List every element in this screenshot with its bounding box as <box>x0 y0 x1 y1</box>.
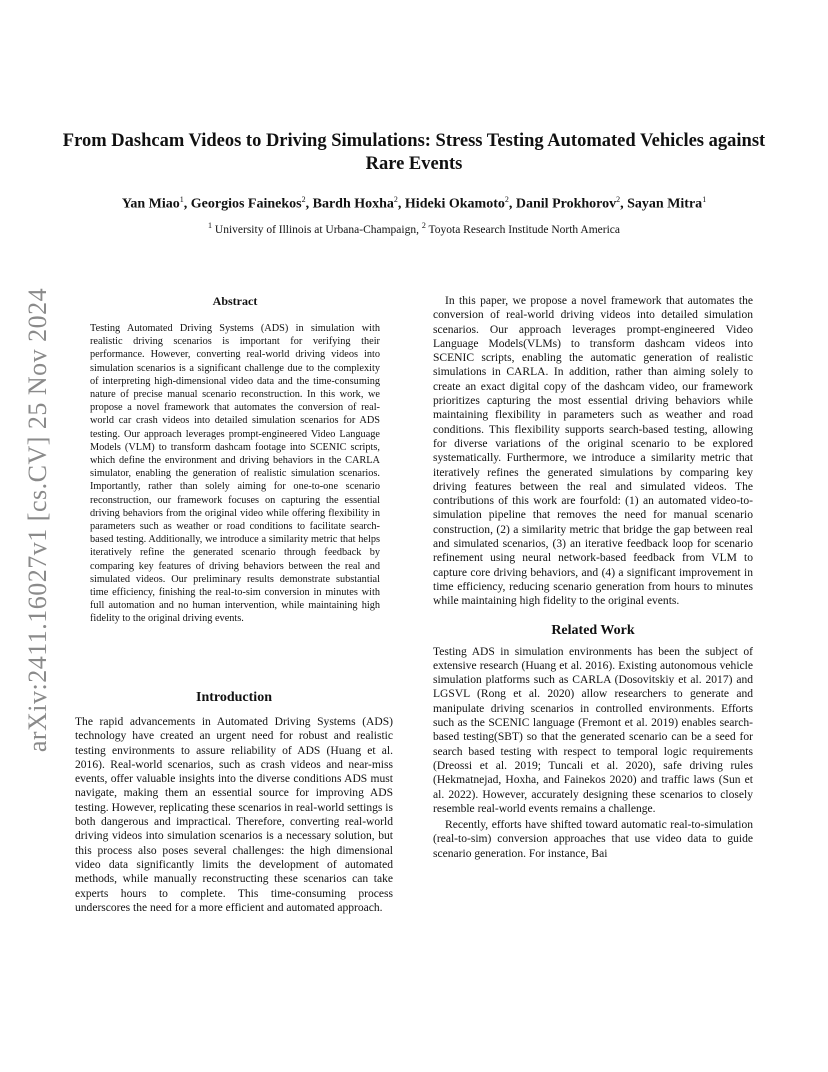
affiliation-text: Toyota Research Institude North America <box>428 223 620 236</box>
author-affiliation-mark: 2 <box>504 195 509 204</box>
author: Danil Prokhorov <box>515 196 617 212</box>
related-work-heading: Related Work <box>551 622 635 638</box>
author: Hideki Okamoto <box>404 196 505 212</box>
right-column <box>433 294 753 861</box>
introduction-heading: Introduction <box>196 690 272 705</box>
author-affiliation-mark: 1 <box>179 195 184 204</box>
affiliation-number: 2 <box>421 221 426 230</box>
related-work-paragraph-2: Recently, efforts have shifted toward automatic real-to-simulation (real-to-sim) conversion approaches that use video data to guide scenario generation. For instance, Bai <box>433 819 753 860</box>
affiliation-number: 1 <box>208 221 213 230</box>
affiliations <box>60 221 768 236</box>
author-affiliation-mark: 2 <box>616 195 621 204</box>
introduction-section <box>75 690 393 915</box>
author: Georgios Fainekos <box>190 196 302 212</box>
affiliation-text: University of Illinois at Urbana-Champaign, <box>214 223 419 236</box>
abstract-text: Testing Automated Driving Systems (ADS) in simulation with realistic driving scenarios is important for verifying their performance. However, converting real-world driving videos into simulation scenarios is a significant challenge due to the complexity of interpreting high-dimensional video data and the time-consuming nature of precise manual scenario reconstruction. In this work, we propose a novel framework that automates the conversion of real-world car crash videos into detailed simulation scenarios for ADS testing. Our approach leverages prompt-engineered Video Language Models (VLM) to transform dashcam footage into SCENIC scripts, which define the environment and driving behaviors in the CARLA simulator, enabling the generation of realistic simulation scenarios. Importantly, rather than solely aiming for one-to-one scenario reconstruction, our framework focuses on capturing the essential driving behaviors from the original video while offering flexibility in parameters such as weather or road conditions to facilitate search-based testing. Additionally, we introduce a similarity metric that helps iteratively refine the generated scenario through feedback by comparing key features of driving behaviors between the real and simulated videos. Our preliminary results demonstrate substantial time efficiency, finishing the real-to-sim conversion in minutes with full automation and no human intervention, while maintaining high fidelity to the original driving events. <box>90 323 380 625</box>
related-work-section <box>433 623 753 861</box>
author-list: Yan Miao$^1$, Georgios Fainekos$^2$, Bardh Hoxha$^2$, Hideki Okamoto$^2$, Danil Prokhorov$^2$, Sayan Mitra$^1$ <box>121 195 707 212</box>
paper-title: From Dashcam Videos to Driving Simulations: Stress Testing Automated Vehicles against Rare Events <box>62 131 766 174</box>
author: Bardh Hoxha <box>312 196 394 212</box>
related-work-paragraph-1: Testing ADS in simulation environments has been the subject of extensive research (Huang et al. 2016). Existing autonomous vehicle simulation platforms such as CARLA (Dosovitskiy et al. 2017) and LGSVL (Rong et al. 2020) allow researchers to generate and manipulate driving scenarios in controlled environments. Efforts such as the SCENIC language (Fremont et al. 2019) enables search-based testing(SBT) so that the generated scenario can be a seed for search based testing with respect to temporal logic requirements (Dreossi et al. 2019; Tuncali et al. 2020), safe driving rules (Hekmatnejad, Hoxha, and Fainekos 2020) and traffic laws (Sun et al. 2022). However, accurately designing these scenarios to closely resemble real-world events remains a challenge. <box>433 645 753 815</box>
author-affiliation-mark: 2 <box>301 195 306 204</box>
abstract-heading: Abstract <box>212 294 258 308</box>
author-affiliation-mark: 1 <box>702 195 707 204</box>
author: Sayan Mitra <box>627 196 703 212</box>
author-affiliation-mark: 2 <box>393 195 398 204</box>
contributions-paragraph: In this paper, we propose a novel framework that automates the conversion of real-world driving videos into detailed simulation scenarios. Our approach leverages prompt-engineered Video Language Models(VLMs) to transform dashcam videos into SCENIC scripts, enabling the automatic generation of realistic simulations in CARLA. In addition, rather than aiming solely to create an exact digital copy of the dashcam video, our framework prioritizes capturing the most essential driving behaviors while maintaining flexibility in parameters such as weather and road conditions. This flexibility supports search-based testing, allowing for diverse variations of the original scenario to be explored systematically. Furthermore, we introduce a similarity metric that iteratively refines the generated simulations by comparing key driving features between the real and simulated videos. The contributions of this work are fourfold: (1) an automated video-to-simulation pipeline that removes the need for manual scenario construction, (2) a similarity metric that bridge the gap between real and simulated scenarios, (3) an iterative feedback loop for scenario refinement using neural network-based feedback from VLM to capture core driving behaviors, and (4) a significant improvement in time efficiency, reducing scenario generation from hours to minutes while maintaining high fidelity to the original events. <box>433 295 753 608</box>
arxiv-stamp: arXiv:2411.16027v1 [cs.CV] 25 Nov 2024 <box>23 287 52 753</box>
author: Yan Miao <box>121 196 180 212</box>
introduction-text: The rapid advancements in Automated Driving Systems (ADS) technology have created an urgent need for robust and realistic testing environments to assure reliability of ADS (Huang et al. 2016). Real-world scenarios, such as crash videos and near-miss events, offer valuable insights into the diverse conditions ADS must navigate, making them an essential source for improving ADS testing. However, replicating these scenarios in real-world settings is both dangerous and impractical. Therefore, converting real-world driving videos into simulation scenarios is a necessary solution, but this process also poses several challenges: the high dimensional video data significantly limits the development of automated methods, while manually reconstructing these scenarios can take experts hours to complete. This time-consuming process underscores the need for a more efficient and automated approach. <box>75 716 393 914</box>
